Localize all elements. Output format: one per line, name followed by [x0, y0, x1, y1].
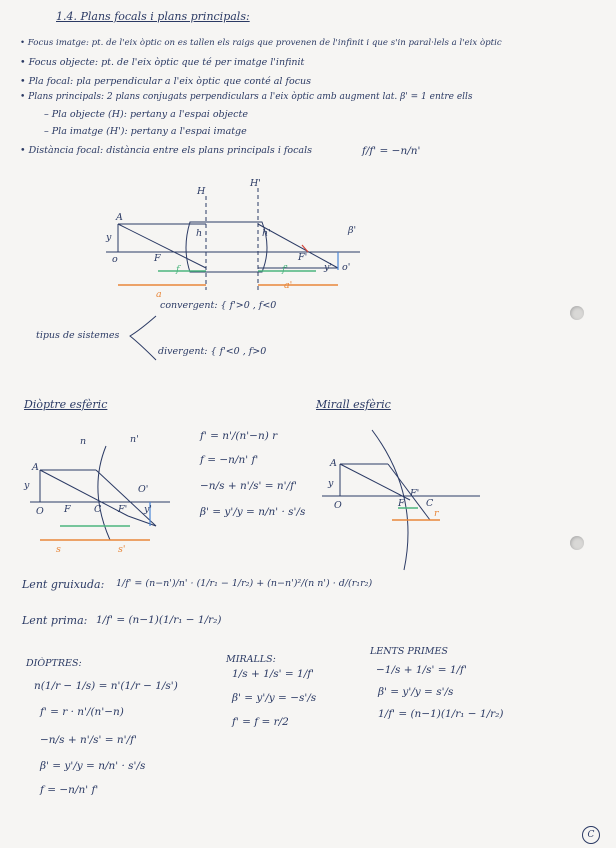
- diopter-heading: Diòptre esfèric: [24, 398, 108, 411]
- thick-lens-formula: 1/f' = (n−n')/n' · (1/r₁ − 1/r₂) + (n−n')²/(n n') · d/(r₁r₂): [116, 578, 373, 589]
- page-title: 1.4. Plans focals i plans principals:: [56, 10, 250, 23]
- diopter-eq-focal-image: f' = n'/(n'−n) r: [200, 430, 278, 442]
- lenses-summary-line: 1/f' = (n−1)(1/r₁ − 1/r₂): [378, 708, 504, 720]
- thin-lens-formula: 1/f' = (n−1)(1/r₁ − 1/r₂): [96, 614, 222, 626]
- thin-lens-label: Lent prima:: [22, 614, 88, 627]
- diopter-label-F: F: [64, 504, 71, 515]
- diopter-eq-conjugate: −n/s + n'/s' = n'/f': [200, 480, 297, 492]
- dioptres-summary-heading: DIÒPTRES:: [26, 658, 82, 669]
- mirrors-summary-line: 1/s + 1/s' = 1/f': [232, 668, 315, 680]
- dioptres-summary-line: f' = r · n'/(n'−n): [40, 706, 124, 718]
- diopter-label-n-prime: n': [130, 434, 139, 445]
- diagram1-label-H-prime: H': [250, 178, 261, 189]
- lenses-summary-heading: LENTS PRIMES: [370, 646, 448, 657]
- diagram1-label-o: o: [112, 254, 118, 265]
- definition-image-plane: – Pla imatge (H'): pertany a l'espai imatge: [44, 126, 247, 137]
- diopter-label-O: O: [36, 506, 44, 517]
- mirror-label-F-prime: F': [410, 488, 420, 499]
- dioptres-summary-line: n(1/r − 1/s) = n'(1/r − 1/s'): [34, 680, 178, 692]
- mirrors-summary-line: f' = f = r/2: [232, 716, 289, 728]
- binder-hole: [570, 306, 584, 320]
- mirror-label-r: r: [434, 508, 439, 519]
- binder-hole: [570, 536, 584, 550]
- diagram1-label-a: a: [156, 289, 162, 300]
- mirrors-summary-line: β' = y'/y = −s'/s: [232, 692, 317, 704]
- dioptres-summary-line: f = −n/n' f': [40, 784, 99, 796]
- mirror-label-A: A: [330, 458, 337, 469]
- diagram1-label-f: f: [176, 264, 180, 275]
- definition-focus-image: • Focus imatge: pt. de l'eix òptic on es tallen els raigs que provenen de l'infinit i que s'in paral·lels a l'eix òptic: [20, 38, 502, 48]
- diagram1-label-a-prime: a': [284, 280, 293, 291]
- definition-focus-object: • Focus objecte: pt. de l'eix òptic que té per imatge l'infinit: [20, 57, 305, 68]
- diagram1-label-h: h: [196, 228, 203, 239]
- mirror-label-F: F: [398, 498, 405, 509]
- diagram1-label-F: F: [154, 253, 161, 264]
- diopter-eq-magnification: β' = y'/y = n/n' · s'/s: [200, 506, 306, 518]
- lenses-summary-line: −1/s + 1/s' = 1/f': [376, 664, 467, 676]
- definition-object-plane: – Pla objecte (H): pertany a l'espai objecte: [44, 109, 248, 120]
- page-number: C: [582, 826, 600, 844]
- diopter-label-A: A: [32, 462, 39, 473]
- diagram1-label-y-prime: y': [324, 262, 332, 273]
- systems-types-label: tipus de sistemes: [36, 330, 120, 341]
- thick-lens-label: Lent gruixuda:: [22, 578, 105, 591]
- diopter-label-s-prime: s': [118, 544, 126, 555]
- diopter-label-s: s: [56, 544, 61, 555]
- diopter-label-y: y: [24, 480, 30, 491]
- diopter-label-C: C: [94, 504, 102, 515]
- mirror-label-C: C: [426, 498, 434, 509]
- diagram1-label-A: A: [116, 212, 123, 223]
- diagram1-label-F-prime: F': [298, 252, 308, 263]
- diopter-label-F-prime: F': [118, 504, 128, 515]
- divergent-system: divergent: { f'<0 , f>0: [158, 346, 267, 357]
- dioptres-summary-line: −n/s + n'/s' = n'/f': [40, 734, 137, 746]
- definition-focal-distance: • Distància focal: distància entre els plans principals i focals: [20, 145, 313, 156]
- diagram1-label-f-prime: f': [282, 264, 289, 275]
- diopter-label-O-prime: O': [138, 484, 149, 495]
- diagram1-label-o-prime: o': [342, 262, 351, 273]
- diopter-label-y-prime: y': [144, 504, 152, 515]
- mirrors-summary-heading: MIRALLS:: [226, 654, 276, 665]
- focal-ratio-formula: f/f' = −n/n': [362, 145, 421, 157]
- diagram1-label-beta: β': [348, 225, 357, 236]
- definition-principal-planes: • Plans principals: 2 plans conjugats perpendiculars a l'eix òptic amb augment lat. β' = 1 entre ells: [20, 92, 473, 102]
- convergent-system: convergent: { f'>0 , f<0: [160, 300, 277, 311]
- mirror-label-O: O: [334, 500, 342, 511]
- diagram1-label-y: y: [106, 232, 112, 243]
- lenses-summary-line: β' = y'/y = s'/s: [378, 686, 454, 698]
- diopter-label-n: n: [80, 436, 87, 447]
- diopter-eq-focal-object: f = −n/n' f': [200, 454, 259, 466]
- mirror-heading: Mirall esfèric: [316, 398, 391, 411]
- dioptres-summary-line: β' = y'/y = n/n' · s'/s: [40, 760, 146, 772]
- definition-focal-plane: • Pla focal: pla perpendicular a l'eix òptic que conté al focus: [20, 76, 312, 87]
- mirror-label-y: y: [328, 478, 334, 489]
- diagram1-label-H: H: [197, 186, 206, 197]
- diagram1-label-h-prime: h': [262, 228, 271, 239]
